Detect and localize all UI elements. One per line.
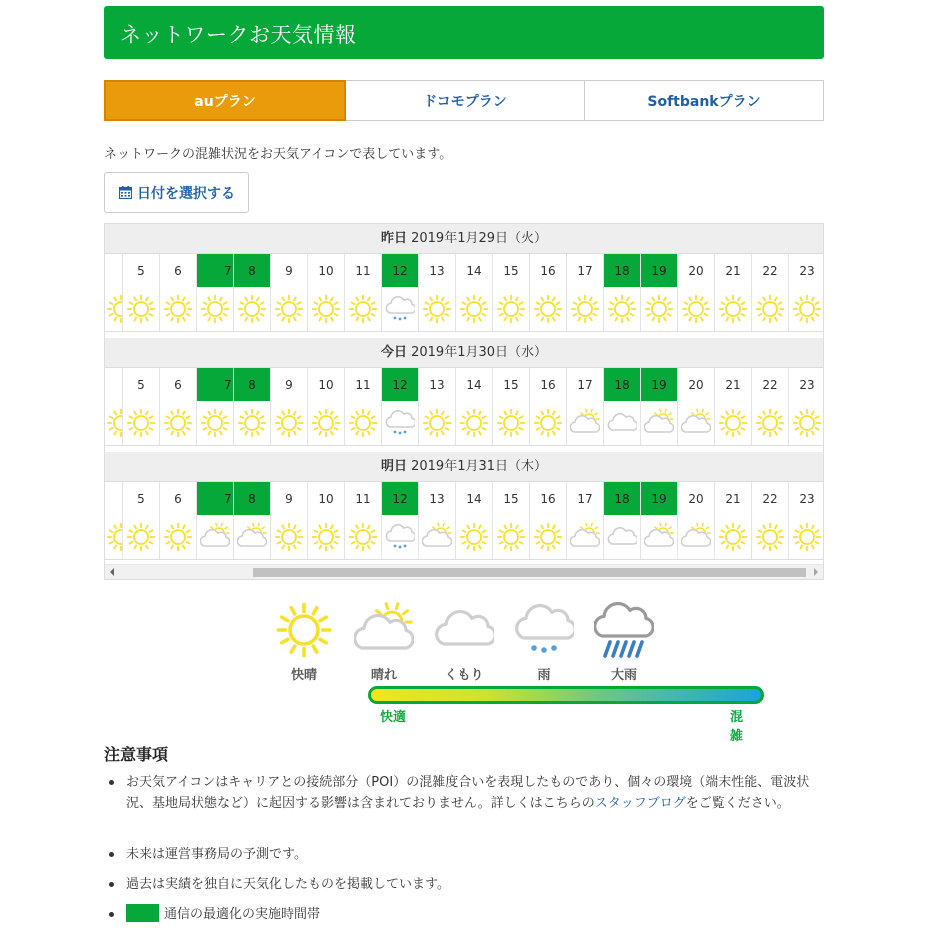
weather-cell xyxy=(603,287,640,331)
weather-cell xyxy=(381,515,418,559)
weather-cell xyxy=(196,401,233,445)
hour-cell: 9 xyxy=(270,482,307,515)
sunny-icon xyxy=(496,408,526,438)
sunny-icon xyxy=(348,408,378,438)
hour-cell: 18 xyxy=(603,482,640,515)
weather-cell xyxy=(381,401,418,445)
sunny-icon xyxy=(126,294,156,324)
weather-cell xyxy=(529,401,566,445)
hour-cell: 14 xyxy=(455,368,492,401)
partly-cloudy-icon xyxy=(237,522,267,552)
legend-item xyxy=(344,600,424,683)
sunny-icon xyxy=(106,408,122,438)
sunny-icon xyxy=(274,600,334,664)
sunny-icon xyxy=(106,294,122,324)
hour-cell: 12 xyxy=(381,482,418,515)
staff-blog-link[interactable]: スタッフブログ xyxy=(594,796,686,811)
weather-cell xyxy=(714,287,751,331)
legend-label: 雨 xyxy=(537,668,551,683)
hour-cell: 15 xyxy=(492,368,529,401)
sunny-icon xyxy=(348,294,378,324)
legend-label: 晴れ xyxy=(370,668,397,683)
hour-cell: 23 xyxy=(788,368,824,401)
sunny-icon xyxy=(422,294,452,324)
weather-cell xyxy=(566,287,603,331)
weather-cell xyxy=(105,401,122,445)
scroll-left-arrow-icon[interactable] xyxy=(110,568,114,576)
hour-cell xyxy=(105,254,122,287)
calendar-icon xyxy=(119,186,132,199)
note-item: 未来は運営事務局の予測です。 xyxy=(126,844,816,865)
weather-cell xyxy=(640,515,677,559)
sunny-icon xyxy=(533,522,563,552)
hour-cell: 7 xyxy=(196,254,233,287)
weather-row xyxy=(105,287,823,332)
hour-cell: 13 xyxy=(418,368,455,401)
hour-cell: 18 xyxy=(603,254,640,287)
weather-cell xyxy=(196,287,233,331)
partly-cloudy-icon xyxy=(681,522,711,552)
weather-cell xyxy=(677,287,714,331)
legend-item xyxy=(264,600,344,683)
partly-cloudy-icon xyxy=(422,522,452,552)
note-item xyxy=(126,772,816,814)
sunny-icon xyxy=(163,294,193,324)
rain-icon xyxy=(514,600,574,664)
weather-cell xyxy=(455,401,492,445)
hour-cell: 23 xyxy=(788,482,824,515)
weather-cell xyxy=(492,515,529,559)
partly-cloudy-icon xyxy=(570,522,600,552)
cloudy-icon xyxy=(607,522,637,552)
hour-cell: 22 xyxy=(751,254,788,287)
sunny-icon xyxy=(311,522,341,552)
hour-row xyxy=(105,368,823,401)
weather-cell xyxy=(105,515,122,559)
weather-cell xyxy=(122,287,159,331)
sunny-icon xyxy=(200,408,230,438)
weather-row xyxy=(105,401,823,446)
weather-cell xyxy=(492,401,529,445)
weather-schedule-table xyxy=(104,223,824,580)
note-text: 通信の最適化の実施時間帯 xyxy=(164,907,321,922)
hour-cell: 18 xyxy=(603,368,640,401)
sunny-icon xyxy=(126,522,156,552)
sunny-icon xyxy=(496,522,526,552)
hour-cell: 7 xyxy=(196,368,233,401)
sunny-icon xyxy=(718,522,748,552)
hour-cell: 6 xyxy=(159,368,196,401)
hour-cell: 16 xyxy=(529,368,566,401)
sunny-icon xyxy=(126,408,156,438)
legend-congested-label: 混雑 xyxy=(730,710,744,744)
note-item: 過去は実績を独自に天気化したものを掲載しています。 xyxy=(126,874,816,895)
day-label: 今日 xyxy=(380,345,407,360)
weather-cell xyxy=(529,287,566,331)
weather-cell xyxy=(122,515,159,559)
weather-cell xyxy=(640,287,677,331)
legend-label: 快晴 xyxy=(290,668,317,683)
sunny-icon xyxy=(792,408,822,438)
sunny-icon xyxy=(237,408,267,438)
hour-cell: 20 xyxy=(677,254,714,287)
hour-cell: 12 xyxy=(381,368,418,401)
sunny-icon xyxy=(681,294,711,324)
weather-cell xyxy=(270,287,307,331)
sunny-icon xyxy=(106,522,122,552)
sunny-icon xyxy=(459,294,489,324)
weather-cell xyxy=(233,515,270,559)
scrollbar-thumb[interactable] xyxy=(253,568,806,577)
hour-cell: 14 xyxy=(455,254,492,287)
hour-row xyxy=(105,254,823,287)
hour-cell: 9 xyxy=(270,254,307,287)
weather-cell xyxy=(344,287,381,331)
note-text-after: をご覧ください。 xyxy=(685,796,790,811)
hour-cell: 11 xyxy=(344,368,381,401)
partly-cloudy-icon xyxy=(200,522,230,552)
hour-cell: 17 xyxy=(566,368,603,401)
hour-cell: 5 xyxy=(122,368,159,401)
legend-label: くもり xyxy=(444,668,484,683)
weather-cell xyxy=(233,287,270,331)
sunny-icon xyxy=(459,408,489,438)
sunny-icon xyxy=(311,408,341,438)
hour-cell: 19 xyxy=(640,482,677,515)
hour-cell: 10 xyxy=(307,482,344,515)
select-date-button[interactable] xyxy=(104,172,249,213)
weather-cell xyxy=(344,515,381,559)
hour-cell: 8 xyxy=(233,254,270,287)
sunny-icon xyxy=(274,408,304,438)
sunny-icon xyxy=(311,294,341,324)
description-text: ネットワークの混雑状況をお天気アイコンで表しています。 xyxy=(104,147,453,162)
weather-cell xyxy=(566,401,603,445)
hour-cell: 20 xyxy=(677,368,714,401)
weather-cell xyxy=(233,401,270,445)
day-label: 明日 xyxy=(380,459,407,474)
weather-cell xyxy=(270,515,307,559)
sunny-icon xyxy=(496,294,526,324)
select-date-label: 日付を選択する xyxy=(137,185,235,202)
weather-cell xyxy=(418,287,455,331)
hour-cell: 9 xyxy=(270,368,307,401)
hour-cell: 12 xyxy=(381,254,418,287)
hour-cell: 6 xyxy=(159,482,196,515)
sunny-icon xyxy=(570,294,600,324)
hour-cell xyxy=(105,368,122,401)
partly-cloudy-icon xyxy=(644,408,674,438)
weather-cell xyxy=(788,287,824,331)
hour-cell: 22 xyxy=(751,482,788,515)
weather-cell xyxy=(307,401,344,445)
tab-softbank-plan[interactable]: Softbankプラン xyxy=(585,80,824,121)
weather-cell xyxy=(122,401,159,445)
legend-label: 大雨 xyxy=(610,668,637,683)
sunny-icon xyxy=(607,294,637,324)
day-date: 2019年1月29日（火） xyxy=(406,231,548,246)
sunny-icon xyxy=(718,408,748,438)
cloudy-icon xyxy=(607,408,637,438)
weather-cell xyxy=(455,515,492,559)
sunny-icon xyxy=(163,408,193,438)
weather-cell xyxy=(677,401,714,445)
plan-tabs xyxy=(104,80,824,121)
weather-cell xyxy=(270,401,307,445)
hour-cell: 22 xyxy=(751,368,788,401)
optimization-color-swatch xyxy=(126,904,159,922)
day-header xyxy=(105,224,823,254)
hour-cell: 23 xyxy=(788,254,824,287)
hour-cell: 15 xyxy=(492,254,529,287)
cloudy-icon xyxy=(434,600,494,664)
sunny-icon xyxy=(163,522,193,552)
page-header xyxy=(104,6,824,59)
sunny-icon xyxy=(533,294,563,324)
day-header xyxy=(105,452,823,482)
weather-cell xyxy=(714,515,751,559)
weather-cell xyxy=(196,515,233,559)
note-item xyxy=(126,904,816,925)
sunny-icon xyxy=(755,522,785,552)
weather-cell xyxy=(788,401,824,445)
hour-cell: 20 xyxy=(677,482,714,515)
sunny-icon xyxy=(274,294,304,324)
sunny-icon xyxy=(274,522,304,552)
sunny-icon xyxy=(200,294,230,324)
tab-docomo-plan[interactable]: ドコモプラン xyxy=(346,80,585,121)
sunny-icon xyxy=(533,408,563,438)
horizontal-scrollbar[interactable] xyxy=(105,564,823,580)
sunny-icon xyxy=(718,294,748,324)
day-date: 2019年1月30日（水） xyxy=(406,345,548,360)
sunny-icon xyxy=(644,294,674,324)
hour-cell: 16 xyxy=(529,482,566,515)
hour-cell: 14 xyxy=(455,482,492,515)
partly-cloudy-icon xyxy=(644,522,674,552)
weather-legend xyxy=(264,600,744,744)
rain-icon xyxy=(385,408,415,438)
weather-cell xyxy=(751,401,788,445)
weather-cell xyxy=(418,515,455,559)
hour-cell: 13 xyxy=(418,482,455,515)
weather-cell xyxy=(344,401,381,445)
weather-cell xyxy=(603,401,640,445)
hour-cell: 5 xyxy=(122,254,159,287)
weather-cell xyxy=(492,287,529,331)
hour-cell: 11 xyxy=(344,254,381,287)
hour-cell: 6 xyxy=(159,254,196,287)
hour-cell: 16 xyxy=(529,254,566,287)
scroll-right-arrow-icon[interactable] xyxy=(814,568,818,576)
congestion-gradient-bar xyxy=(368,686,764,704)
note-text: お天気アイコンはキャリアとの接続部分（POI）の混雑度合いを表現したものであり、個々の環境（端末性能、電波状況、基地局状態など）に起因する影響は含まれておりません。詳しくはこちらの xyxy=(126,775,810,811)
rain-icon xyxy=(385,294,415,324)
hour-cell: 11 xyxy=(344,482,381,515)
hour-cell: 21 xyxy=(714,254,751,287)
legend-item xyxy=(504,600,584,683)
weather-cell xyxy=(381,287,418,331)
weather-cell xyxy=(307,515,344,559)
partly-cloudy-icon xyxy=(570,408,600,438)
sunny-icon xyxy=(755,408,785,438)
weather-cell xyxy=(159,515,196,559)
notes-title: 注意事項 xyxy=(104,745,169,764)
weather-cell xyxy=(751,515,788,559)
hour-cell: 5 xyxy=(122,482,159,515)
partly-cloudy-icon xyxy=(354,600,414,664)
hour-cell: 7 xyxy=(196,482,233,515)
hour-cell: 8 xyxy=(233,368,270,401)
hour-cell: 10 xyxy=(307,254,344,287)
weather-cell xyxy=(159,287,196,331)
sunny-icon xyxy=(792,522,822,552)
weather-cell xyxy=(159,401,196,445)
hour-cell: 21 xyxy=(714,482,751,515)
weather-row xyxy=(105,515,823,560)
day-label: 昨日 xyxy=(380,231,407,246)
hour-cell: 15 xyxy=(492,482,529,515)
hour-cell: 21 xyxy=(714,368,751,401)
hour-cell: 13 xyxy=(418,254,455,287)
hour-cell: 17 xyxy=(566,254,603,287)
rain-icon xyxy=(385,522,415,552)
day-header xyxy=(105,338,823,368)
weather-cell xyxy=(529,515,566,559)
hour-cell: 17 xyxy=(566,482,603,515)
day-date: 2019年1月31日（木） xyxy=(406,459,548,474)
weather-cell xyxy=(603,515,640,559)
partly-cloudy-icon xyxy=(681,408,711,438)
heavy-rain-icon xyxy=(594,600,654,664)
weather-cell xyxy=(105,287,122,331)
hour-cell: 19 xyxy=(640,254,677,287)
hour-row xyxy=(105,482,823,515)
weather-cell xyxy=(677,515,714,559)
weather-cell xyxy=(714,401,751,445)
tab-au-plan[interactable]: auプラン xyxy=(104,80,346,121)
legend-item xyxy=(424,600,504,683)
sunny-icon xyxy=(237,294,267,324)
weather-cell xyxy=(751,287,788,331)
legend-comfortable-label: 快適 xyxy=(380,710,407,725)
hour-cell: 19 xyxy=(640,368,677,401)
page-title: ネットワークお天気情報 xyxy=(120,23,357,47)
weather-cell xyxy=(307,287,344,331)
weather-cell xyxy=(640,401,677,445)
hour-cell xyxy=(105,482,122,515)
sunny-icon xyxy=(755,294,785,324)
hour-cell: 8 xyxy=(233,482,270,515)
weather-cell xyxy=(788,515,824,559)
hour-cell: 10 xyxy=(307,368,344,401)
weather-cell xyxy=(455,287,492,331)
sunny-icon xyxy=(459,522,489,552)
sunny-icon xyxy=(422,408,452,438)
weather-cell xyxy=(418,401,455,445)
sunny-icon xyxy=(348,522,378,552)
sunny-icon xyxy=(792,294,822,324)
legend-item xyxy=(584,600,664,683)
weather-cell xyxy=(566,515,603,559)
